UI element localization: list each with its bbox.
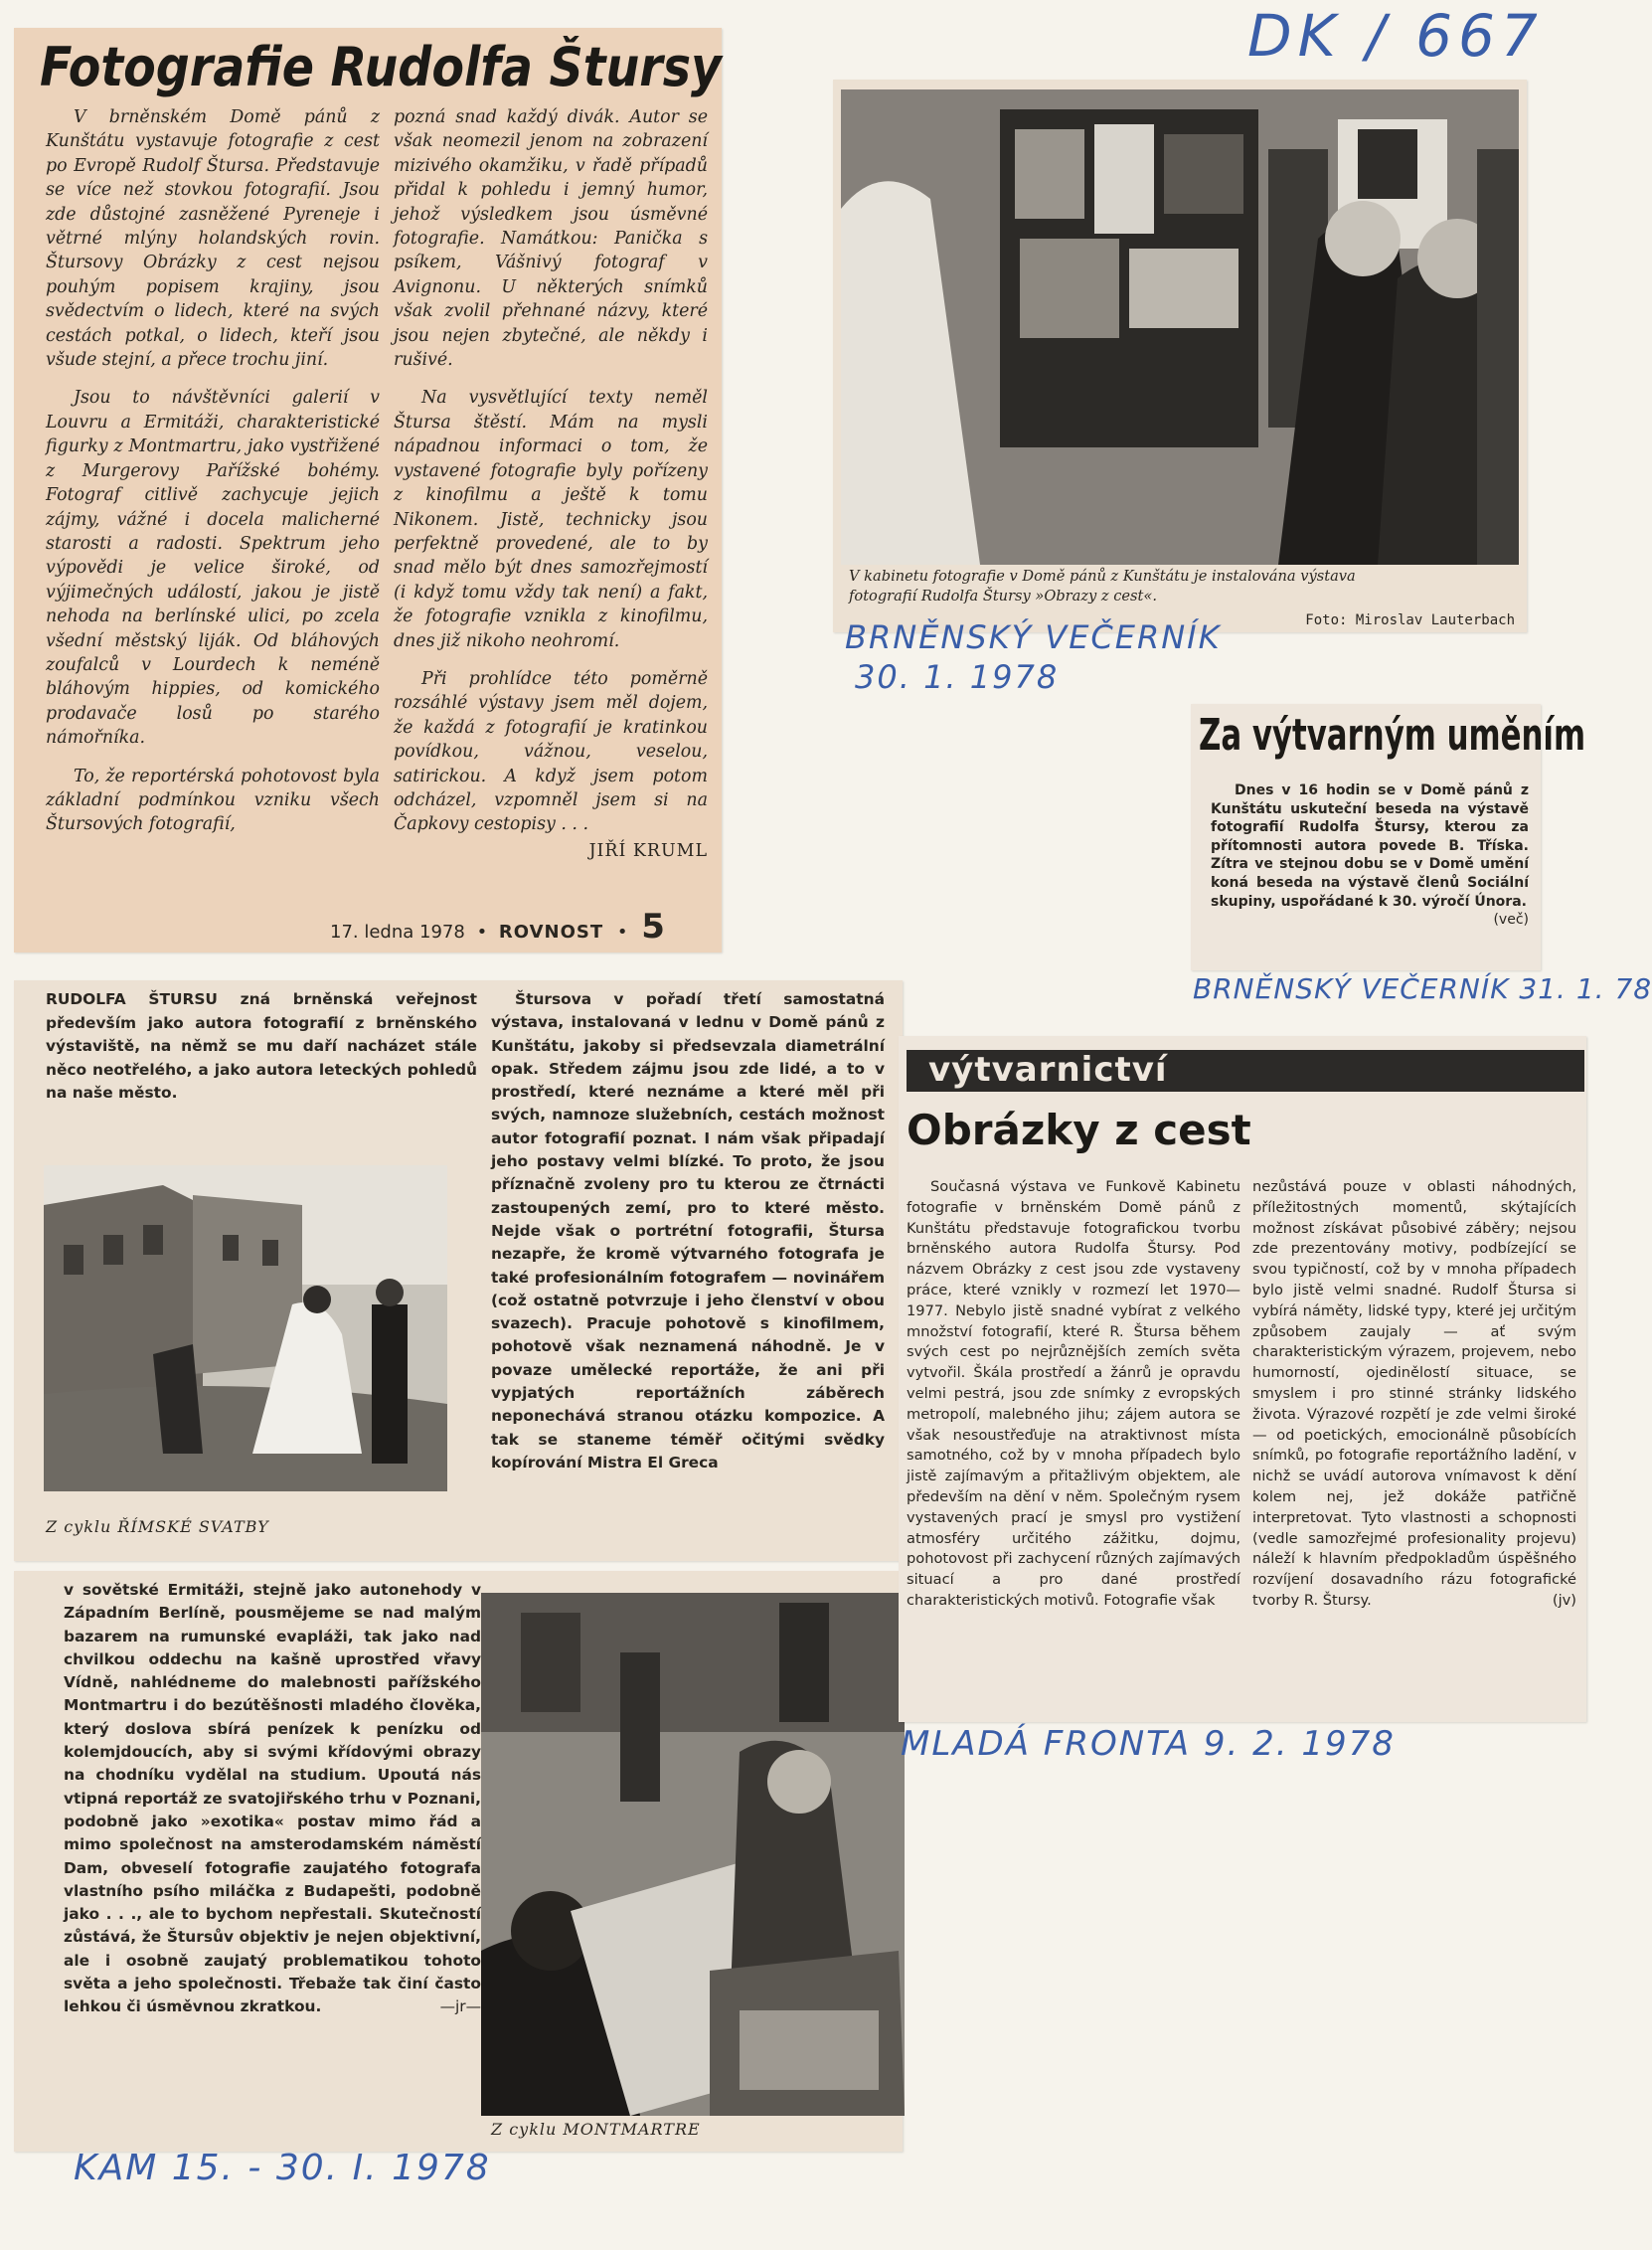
kam-caption-2: Z cyklu MONTMARTRE bbox=[491, 2120, 701, 2139]
wedding-image bbox=[44, 1165, 447, 1491]
vytvarnym-clipping bbox=[1191, 704, 1586, 970]
vecernik-photo-caption: V kabinetu fotografie v Domě pánů z Kunštátu je instalována výstava fotografií Rudolfa Štursy »Obrazy z cest«. bbox=[849, 568, 1356, 605]
mf-col2-text: nezůstává pouze v oblasti náhodných, příležitostných momentů, skýtajících možnost získávat působivé záběry; nejsou zde prezentovány motivy, podbízející se svou typičností, což by v mnoha případech bylo jistě velmi snadné. Rudolf Štursa si vybírá náměty, lidské typy, které jej určitým způsobem zaujaly — ať svým charakteristickým výrazem, projevem, nebo humorností, ojedinělostí situace, se smyslem i pro stinné stránky lidského života. Výrazové rozpětí je zde velmi široké — od poetických, emocionálně působících snímků, po fotografie reportážního ladění, v nichž se uvádí autorova vnímavost k dění kolem nej, jež dokáže patřičně interpretovat. Tyto vlastnosti a schopnosti (vedle samozřejmé profesionality projevu) náleží k hlavním předpokladům úspěšného rozvíjení dosavadního rázu fotografické tvorby R. Štursy. bbox=[1252, 1178, 1576, 1609]
mf-rubric-bar bbox=[907, 1050, 1584, 1092]
vytvarnym-text: Dnes v 16 hodin se v Domě pánů z Kunštátu uskuteční beseda na výstavě fotografií Rudolfa Štursy, kterou za přítomnosti autora povede B. Tříska. Zítra ve stejnou dobu se v Domě umění koná beseda na výstavě členů Sociální skupiny, uspořádané k 30. výročí Února. bbox=[1211, 782, 1529, 910]
kam-author: —jr— bbox=[439, 1997, 481, 2016]
rovnost-paragraph: To, že reportérská pohotovost byla základní podmínkou vzniku všech Štursových fotografií, bbox=[46, 766, 380, 835]
mf-rubric: výtvarnictví bbox=[928, 1050, 1168, 1090]
rovnost-paragraph: V brněnském Domě pánů z Kunštátu vystavuje fotografie z cest po Evropě Rudolf Štursa. Představuje se více než stovkou fotografií. Jsou zde důstojné zasněžené Pyreneje i větrné mlýny holandských rovin. Štursovy Obrázky z cest nejsou pouhým popisem krajiny, jsou svědectvím o lidech, které na svých cestách potkal, o lidech, kteří jsou všude stejní, a přece trochu jiní. bbox=[46, 107, 380, 371]
rovnost-paragraph: Na vysvětlující texty neměl Štursa štěstí. Mám na mysli nápadnou informaci o tom, že vystavené fotografie byly pořízeny z kinofilmu a ještě k tomu Nikonem. Jistě, technicky jsou perfektně provedené, ale to by snad mělo být dnes samozřejmostí (i když tomu vždy tak není) a fakt, že fotografie vznikla z kinofilmu, dnes již nikoho neohromí. bbox=[394, 388, 708, 651]
kam-caption-1: Z cyklu ŘÍMSKÉ SVATBY bbox=[46, 1517, 269, 1536]
vytvarnym-title: Za výtvarným uměním bbox=[1199, 710, 1586, 761]
rovnost-paragraph: Při prohlídce této poměrně rozsáhlé výstavy jsem měl dojem, že každá z fotografií je kratinkou povídkou, vážnou, veselou, satirickou. A když jsem potom odcházel, vzpomněl jsem si na Čapkovy cestopisy . . . bbox=[394, 668, 708, 835]
kam-lower-column bbox=[64, 1579, 481, 2146]
mf-clipping bbox=[899, 1036, 1586, 1722]
vecernik-photo-clipping bbox=[833, 80, 1527, 632]
mf-title: Obrázky z cest bbox=[907, 1106, 1251, 1154]
rovnost-footer bbox=[330, 907, 718, 947]
vecernik-handwritten-date: 30. 1. 1978 bbox=[855, 658, 1060, 696]
kam-intro: RUDOLFA ŠTURSU zná brněnská veřejnost především jako autora fotografií z brněnského výstaviště, na němž se mu daří nacházet stále něco neotřelého, a jako autora leteckých pohledů na naše město. bbox=[46, 990, 477, 1103]
rovnost-paragraph: pozná snad každý divák. Autor se však neomezil jenom na zobrazení mizivého okamžiku, v řadě případů přidal k pohledu i jemný humor, jehož výsledkem jsou úsměvné fotografie. Namátkou: Panička s psíkem, Vášnivý fotograf v Avignonu. U některých snímků však zvolil přehnané názvy, které jsou nejen zbytečné, ale někdy i rušivé. bbox=[394, 107, 708, 371]
archive-code-handwritten: DK / 667 bbox=[1247, 2, 1544, 70]
kam-right-column: Štursova v pořadí třetí samostatná výstava, instalovaná v lednu v Domě pánů z Kunštátu, jakoby si předsevzala diametrální opak. Středem zájmu jsou zde lidé, a to v prostředí, které neznáme a které měl při svých, namnoze služebních, cestách možnost autor fotografií poznat. I nám však připadají jeho postavy velmi blízké. To proto, že jsou příznačně zvoleny pro tu kterou ze čtrnácti zastoupených zemí, pro to které město. Nejde však o portrétní fotografii, Štursa nezapře, že kromě výtvarného fotografa je také profesionálním fotografem — novinářem (což ostatně potvrzuje i jeho členství v obou svazech). Pracuje pohotově s kinofilmem, pohotově však neznamená náhodně. Je v povaze umělecké reportáže, že ani při vypjatých reportážních záběrech neponechává stranou otázku kompozice. A tak se staneme téměř očitými svědky kopírování Mistra El Greca bbox=[491, 990, 885, 1471]
montmartre-image bbox=[481, 1593, 905, 2116]
kam-clipping-lower bbox=[14, 1571, 903, 2152]
mf-handwritten-source: MLADÁ FRONTA 9. 2. 1978 bbox=[901, 1724, 1396, 1764]
rovnost-column-2 bbox=[394, 105, 708, 911]
kam-handwritten-source: KAM 15. - 30. I. 1978 bbox=[74, 2148, 491, 2188]
rovnost-footer-paper: ROVNOST bbox=[498, 922, 604, 943]
vytvarnym-sign: (več) bbox=[1493, 912, 1529, 929]
roman-wedding-photo bbox=[44, 1165, 447, 1491]
vecernik-handwritten-source: BRNĚNSKÝ VEČERNÍK bbox=[845, 618, 1222, 656]
vytvarnym-body bbox=[1211, 781, 1529, 970]
mf-sign: (jv) bbox=[1552, 1591, 1576, 1609]
rovnost-author: JIŘÍ KRUML bbox=[588, 840, 708, 861]
rovnost-title: Fotografie Rudolfa Štursy bbox=[40, 36, 723, 98]
rovnost-clipping bbox=[14, 28, 722, 952]
vecernik2-handwritten-source: BRNĚNSKÝ VEČERNÍK 31. 1. 78 bbox=[1193, 972, 1652, 1005]
kam-clipping-upper bbox=[14, 980, 903, 1561]
rovnost-footer-date: 17. ledna 1978 bbox=[330, 922, 465, 943]
mf-column-1: Současná výstava ve Funkově Kabinetu fotografie v brněnském Domě pánů z Kunštátu představuje fotografickou tvorbu brněnského autora Rudolfa Štursy. Pod názvem Obrázky z cest jsou zde vystaveny práce, které vznikly v rozmezí let 1970—1977. Nebylo jistě snadné vybírat z velkého množství fotografií, které R. Štursa během svých cest po nejrůznějších zemích světa vytvořil. Škála prostředí a žánrů je opravdu velmi pestrá, jsou zde snímky z evropských metropolí, malebného jihu; zájem autora se však nesoustřeďuje na atraktivnost místa samotného, což by v mnoha případech bylo jistě zajímavým a přitažlivým objektem, ale především na dění v něm. Společným rysem vystavených prací je smysl pro vystižení atmosféry určitého zážitku, dojmu, pohotovost při zachycení různých zajímavých situací a pro dané prostředí charakteristických motivů. Fotografie však bbox=[907, 1178, 1240, 1609]
mf-column-2 bbox=[1252, 1177, 1576, 1714]
kam-lower-text: v sovětské Ermitáži, stejně jako autonehody v Západním Berlíně, pousmějeme se nad malým bazarem na rumunské evapláži, tak jako nad chvilkou oddechu na kašně uprostřed vřavy Vídně, nahlédneme do malebnosti pařížského Montmartru i do bezútěšnosti mladého člověka, který doslova sbírá penízek k penízku od kolemjdoucích, aby si svými křídovými obrazy na chodníku vydělal na studium. Upoutá nás vtipná reportáž ze svatojiřského trhu v Poznani, podobně jako »exotika« postav mimo řád a mimo společnost na amsterodamském náměstí Dam, obveselí fotografie zaujatého fotografa vlastního psího miláčka z Budapešti, podobně jako . . ., ale to bychom nepřestali. Skutečností zůstává, že Štursův objektiv je nejen objektivní, ale i osobně zaujatý problematikou tohoto světa a jeho společnosti. Třebaže tak činí často lehkou či úsměvnou zkratkou. bbox=[64, 1581, 481, 2016]
montmartre-photo bbox=[481, 1593, 905, 2116]
vecernik-photo-credit: Foto: Miroslav Lauterbach bbox=[1305, 612, 1515, 628]
rovnost-column-1 bbox=[46, 105, 380, 901]
rovnost-paragraph: Jsou to návštěvníci galerií v Louvru a Ermitáži, charakteristické figurky z Montmartru, jako vystřižené z Murgerovy Pařížské bohémy. Fotograf citlivě zachycuje jejich zájmy, vážné i docela malicherné starosti a radosti. Spektrum jeho výpovědi je velice široké, od výjimečných událostí, jakou je jistě nehoda na berlínské ulici, po zcela všední městský liják. Od bláhových zoufalců v Lourdech k neméně bláhovým hippies, od komického prodavače losů po starého námořníka. bbox=[46, 388, 380, 749]
exhibition-visitors-image bbox=[841, 89, 1519, 565]
rovnost-page-number: 5 bbox=[641, 907, 665, 947]
bullet-icon: • bbox=[476, 922, 488, 943]
vecernik-exhibition-photo bbox=[841, 89, 1519, 565]
bullet-icon: • bbox=[616, 922, 628, 943]
